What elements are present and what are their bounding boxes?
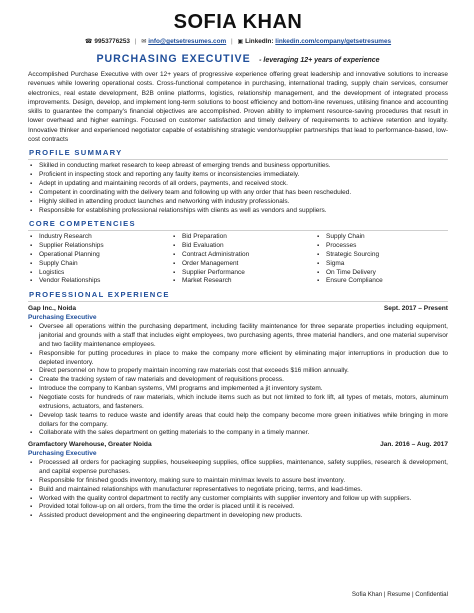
job-bullets [28,323,448,438]
job-header [28,440,448,449]
list-item: ▪ Adept in updating and maintaining records of all orders, payments, and received stock. [28,180,448,189]
competency-item: ▪ Contract Administration [171,251,315,260]
competency-item: ▪ Vendor Relationships [28,277,171,286]
competency-item: ▪ Logistics [28,269,171,278]
tagline: - leveraging 12+ years of experience [259,57,380,64]
competency-grid [28,233,448,286]
competency-item: ▪ Supply Chain [315,233,455,242]
list-item: ▪ Responsible for establishing professional relationships with clients as well as vendors and suppliers. [28,207,448,216]
competency-item: ▪ Industry Research [28,233,171,242]
linkedin-link[interactable]: linkedin.com/company/getsetresumes [275,38,392,45]
email-icon: ✉ [141,39,147,45]
list-item: ▪ Highly skilled in attending product launches and networking with industry professionals. [28,198,448,207]
section-heading: PROFILE SUMMARY [28,148,448,160]
competency-column [315,233,455,286]
list-item: ▪ Build and maintained relationships with manufacturer representatives to negotiate pricing, terms, and lead-times. [28,486,448,495]
job-role: Purchasing Executive [28,450,97,458]
linkedin-label: LinkedIn: [245,38,274,45]
company-name: Gramfactory Warehouse, Greater Noida [28,441,152,449]
list-item: ▪ Introduce the company to Kanban systems, VMI programs and implemented a jit inventory system. [28,385,448,394]
list-item: ▪ Assisted product development and the engineering department in developing new products. [28,512,448,521]
list-item: ▪ Responsible for putting procedures in place to make the company more efficient by eliminating major interruptions in production due to depleted inventory. [28,350,448,368]
list-item: ▪ Proficient in inspecting stock and reporting any faulty items or inconsistencies immediately. [28,171,448,180]
list-item: ▪ Skilled in conducting market research to keep abreast of emerging trends and business opportunities. [28,162,448,171]
phone-number: 9953776253 [94,38,130,45]
list-item: ▪ Collaborate with the sales department on getting materials to the company in a timely manner. [28,429,448,438]
contact-line [28,37,448,47]
list-item: ▪ Develop task teams to reduce waste and identify areas that could help the company become more green initiatives while bringing in more dollars for the company. [28,412,448,430]
list-item: ▪ Provided total follow-up on all orders, from the time the order is placed until it is received. [28,503,448,512]
headline [28,51,448,68]
divider: | [134,38,137,45]
job-title: PURCHASING EXECUTIVE [96,53,251,65]
competency-item: ▪ Operational Planning [28,251,171,260]
section-heading: CORE COMPETENCIES [28,219,448,231]
section-heading: PROFESSIONAL EXPERIENCE [28,290,448,302]
competency-item: ▪ Ensure Compliance [315,277,455,286]
job-entry [28,304,448,438]
competency-item: ▪ Supplier Performance [171,269,315,278]
list-item: ▪ Negotiate costs for hundreds of raw materials, which include items such as but not limited to fork lift, all types of metals, motors, aluminum extrusions, actuators, and fasteners. [28,394,448,412]
profile-list [28,162,448,215]
email-link[interactable]: info@getsetresumes.com [148,38,227,45]
competency-item: ▪ Market Research [171,277,315,286]
professional-experience-section [28,290,448,521]
candidate-name: SOFIA KHAN [173,11,303,33]
list-item: ▪ Competent in coordinating with the delivery team and following up with any order that has been rescheduled. [28,189,448,198]
competency-column [28,233,171,286]
list-item: ▪ Direct personnel on how to properly maintain incoming raw materials cost that exceeds $16 million annually. [28,367,448,376]
competency-item: ▪ Processes [315,242,455,251]
linkedin-icon: ▣ [237,39,244,45]
core-competencies-section [28,219,448,286]
divider: | [230,38,233,45]
competency-item: ▪ Bid Preparation [171,233,315,242]
list-item: ▪ Create the tracking system of raw materials and development of requisitions process. [28,376,448,385]
list-item: ▪ Processed all orders for packaging supplies, housekeeping supplies, office supplies, maintenance, safety supplies, research & development, and capital expense purchases. [28,459,448,477]
competency-item: ▪ Supply Chain [28,260,171,269]
competency-item: ▪ Sigma [315,260,455,269]
job-dates: Sept. 2017 – Present [383,305,448,313]
phone-icon: ☎ [84,39,93,45]
job-entry [28,440,448,521]
list-item: ▪ Responsible for finished goods inventory, making sure to maintain min/max levels to assure best inventory. [28,477,448,486]
summary-paragraph: Accomplished Purchase Executive with over 12+ years of progressive experience offering great leadership and innovative solutions to increase revenues while lowering operational costs. Cross-functional competence in purchasing, international trading, supply chain services, consumer electronics, real estate development, B2B online platforms, logistics, relationship management, and the development of integrated process improvements. Design, develop, and implement long-term solutions to boost efficiency and bottom-line revenues, utilising finance and accounting skills to guarantee the company's financial objectives are accomplished. Proven ability to implement resource-saving procedures that result in lower overhead and higher earnings. Focused on customer satisfaction and timely delivery of requirements to achieve retention and loyalty. Innovative thinker and experienced negotiator capable of establishing strategic vendor/supplier partnerships that lead to performance-based, low-cost contracts [28,71,448,144]
list-item: ▪ Oversee all operations within the purchasing department, including facility maintenance for three separate properties including equipment, janitorial and grounds with a staff that includes eight employees, two purchasing agents, three material handlers, and one material supervisor and two facility maintenance employees. [28,323,448,350]
competency-item: ▪ Supplier Relationships [28,242,171,251]
page-footer: Sofia Khan | Resume | Confidential [351,591,448,598]
company-name: Gap Inc., Noida [28,305,76,313]
competency-column [171,233,315,286]
list-item: ▪ Worked with the quality control department to rectify any customer complaints with supplier inventory and follow up with suppliers. [28,495,448,504]
job-header [28,304,448,313]
competency-item: ▪ Order Management [171,260,315,269]
competency-item: ▪ Bid Evaluation [171,242,315,251]
competency-item: ▪ Strategic Sourcing [315,251,455,260]
job-role: Purchasing Executive [28,314,97,322]
job-dates: Jan. 2016 – Aug. 2017 [380,441,448,449]
job-bullets [28,459,448,521]
competency-item: ▪ On Time Delivery [315,269,455,278]
profile-summary-section [28,148,448,215]
